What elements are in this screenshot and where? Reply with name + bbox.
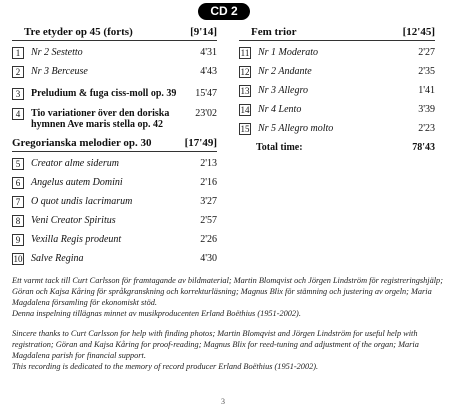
track-number: 3 xyxy=(12,88,24,100)
track-number: 7 xyxy=(12,196,24,208)
track-title: Veni Creator Spiritus xyxy=(31,215,116,226)
track-time: 15'47 xyxy=(195,88,217,99)
track-row xyxy=(12,88,217,100)
track-title: Tio variationer över den doriska hymnen Ave maris stella op. 42 xyxy=(31,108,170,130)
track-time: 2'26 xyxy=(200,234,217,245)
thanks-english: Sincere thanks to Curt Carlsson for help with finding photos; Martin Blomqvist and Jörgen Lindström for useful help with registration; Göran and Kajsa Kåring for proof-reading; Magnus Blix for reed-tuning and adjustment of the organ; Maria Magdalena parish for financial support. xyxy=(12,329,419,360)
track-time: 4'43 xyxy=(200,66,217,77)
track-time: 2'23 xyxy=(418,123,435,134)
track-title: Nr 5 Allegro molto xyxy=(258,123,334,134)
section-total: [17'49] xyxy=(184,137,217,149)
track-title: Nr 1 Moderato xyxy=(258,47,318,58)
track-time: 2'35 xyxy=(418,66,435,77)
track-number: 10 xyxy=(13,254,23,264)
section-header-etyder xyxy=(12,26,217,41)
track-time: 4'30 xyxy=(200,253,217,264)
track-time: 23'02 xyxy=(195,108,217,119)
track-time: 3'39 xyxy=(418,104,435,115)
track-number: 4 xyxy=(12,108,24,120)
track-row xyxy=(239,85,435,97)
track-title: Nr 2 Sestetto xyxy=(31,47,83,58)
track-row xyxy=(12,177,217,189)
track-title: Nr 3 Berceuse xyxy=(31,66,88,77)
track-number: 9 xyxy=(12,234,24,246)
section-total: [12'45] xyxy=(402,26,435,38)
track-number: 15 xyxy=(240,124,250,134)
track-number: 2 xyxy=(12,66,24,78)
track-row xyxy=(12,158,217,170)
track-number: 6 xyxy=(12,177,24,189)
dedication-swedish: Denna inspelning tillägnas minnet av musikproducenten Erland Boëthius (1951-2002). xyxy=(12,309,301,318)
track-number: 11 xyxy=(240,48,250,58)
track-number: 1 xyxy=(12,47,24,59)
track-row xyxy=(12,108,217,130)
track-time: 2'27 xyxy=(418,47,435,58)
section-title: Fem trior xyxy=(251,26,297,38)
cd-badge: CD 2 xyxy=(198,3,250,20)
track-time: 4'31 xyxy=(200,47,217,58)
acknowledgements-english xyxy=(12,328,448,372)
track-number: 14 xyxy=(240,105,250,115)
track-title: Salve Regina xyxy=(31,253,84,264)
track-row xyxy=(239,104,435,116)
track-title: Angelus autem Domini xyxy=(31,177,123,188)
page-number: 3 xyxy=(221,397,225,406)
total-time-label: Total time: xyxy=(256,142,303,153)
track-row xyxy=(239,123,435,135)
track-row xyxy=(12,215,217,227)
track-row xyxy=(239,66,435,78)
acknowledgements xyxy=(12,275,448,381)
section-header-trior xyxy=(239,26,435,41)
track-time: 3'27 xyxy=(200,196,217,207)
track-row xyxy=(12,234,217,246)
track-time: 1'41 xyxy=(418,85,435,96)
track-title: Nr 3 Allegro xyxy=(258,85,309,96)
total-time-value: 78'43 xyxy=(412,142,435,153)
track-number: 5 xyxy=(12,158,24,170)
track-row xyxy=(12,196,217,208)
track-title: Nr 4 Lento xyxy=(258,104,302,115)
left-column xyxy=(12,26,217,272)
track-title: Preludium & fuga ciss-moll op. 39 xyxy=(31,88,177,99)
total-time-row xyxy=(239,142,435,153)
track-time: 2'16 xyxy=(200,177,217,188)
right-column xyxy=(239,26,435,153)
section-header-gregorianska xyxy=(12,137,217,152)
track-row xyxy=(12,253,217,265)
track-row xyxy=(12,47,217,59)
track-title: Creator alme siderum xyxy=(31,158,119,169)
track-row xyxy=(239,47,435,59)
track-number: 13 xyxy=(240,86,250,96)
section-title: Tre etyder op 45 (forts) xyxy=(24,26,133,38)
thanks-swedish: Ett varmt tack till Curt Carlsson för framtagande av bildmaterial; Martin Blomqvist och Jörgen Lindström för registreringshjälp; Göran och Kajsa Kåring för språkgranskning och korrekturläsning; Magnus Blix för stämning och justering av orgeln; Maria Magdalena församling för ekonomiskt stöd. xyxy=(12,276,443,307)
track-row xyxy=(12,66,217,78)
acknowledgements-swedish xyxy=(12,275,448,319)
section-total: [9'14] xyxy=(190,26,217,38)
track-number: 12 xyxy=(240,67,250,77)
section-title: Gregorianska melodier op. 30 xyxy=(12,137,152,149)
track-time: 2'57 xyxy=(200,215,217,226)
track-title: Nr 2 Andante xyxy=(258,66,312,77)
track-number: 8 xyxy=(12,215,24,227)
dedication-english: This recording is dedicated to the memory of record producer Erland Boëthius (1951-2002). xyxy=(12,362,319,371)
track-title: Vexilla Regis prodeunt xyxy=(31,234,122,245)
track-time: 2'13 xyxy=(200,158,217,169)
track-title: O quot undis lacrimarum xyxy=(31,196,133,207)
